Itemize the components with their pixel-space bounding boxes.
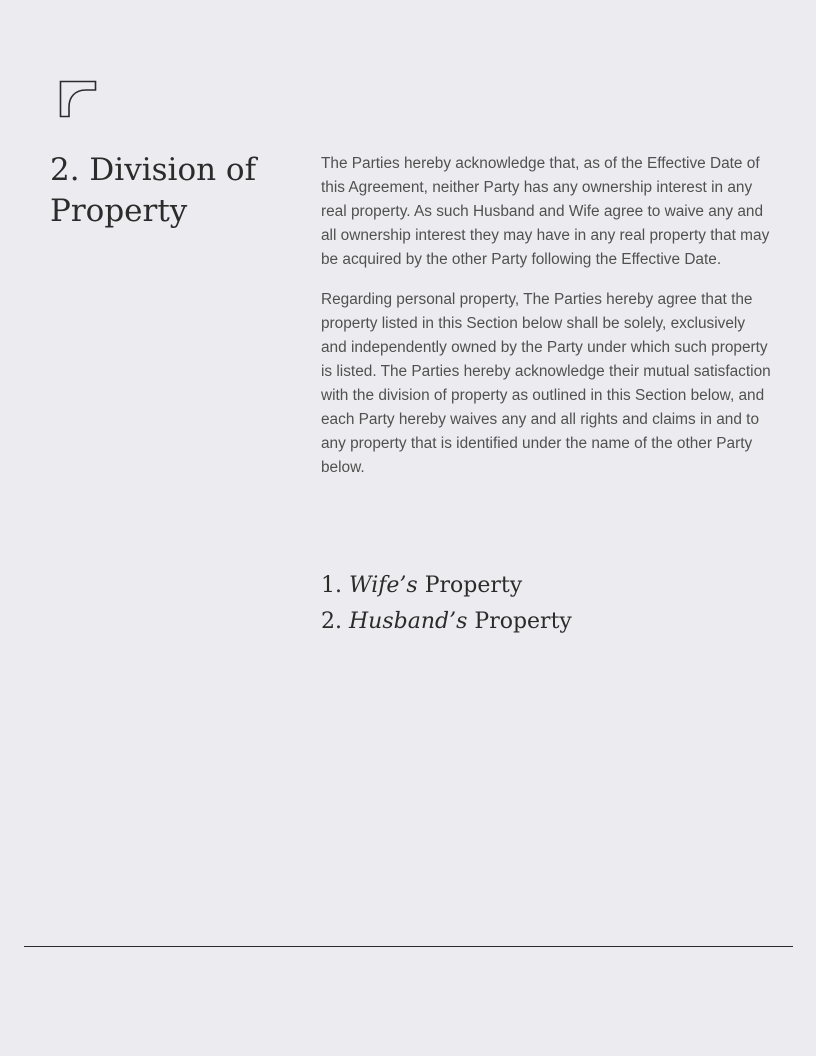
list-item-name: Husband’s xyxy=(349,609,468,634)
section-title: 2. Division of Property xyxy=(50,152,257,229)
footer-divider xyxy=(24,946,793,947)
list-item-wife-property xyxy=(321,568,572,604)
section-body xyxy=(321,152,771,496)
list-item-number: 1. xyxy=(321,573,342,598)
list-item-suffix: Property xyxy=(424,573,523,598)
list-item-suffix: Property xyxy=(474,609,572,634)
list-item-name: Wife’s xyxy=(349,573,418,598)
paragraph-real-property: The Parties hereby acknowledge that, as of the Effective Date of this Agreement, neither Party has any ownership interest in any real property. As such Husband and Wife agree to waive any and all ownership interest they may have in any real property that may be acquired by the other Party following the Effective Date. xyxy=(321,155,770,268)
property-list xyxy=(321,568,572,640)
list-item-husband-property xyxy=(321,604,572,640)
list-item-number: 2. xyxy=(321,609,342,634)
paragraph-personal-property: Regarding personal property, The Parties hereby agree that the property listed in this Section below shall be solely, exclusively and independently owned by the Party under which such property is listed. The Parties hereby acknowledge their mutual satisfaction with the division of property as outlined in this Section below, and each Party hereby waives any and all rights and claims in and to any property that is identified under the name of the other Party below. xyxy=(321,291,771,476)
corner-frame-icon xyxy=(59,80,97,118)
